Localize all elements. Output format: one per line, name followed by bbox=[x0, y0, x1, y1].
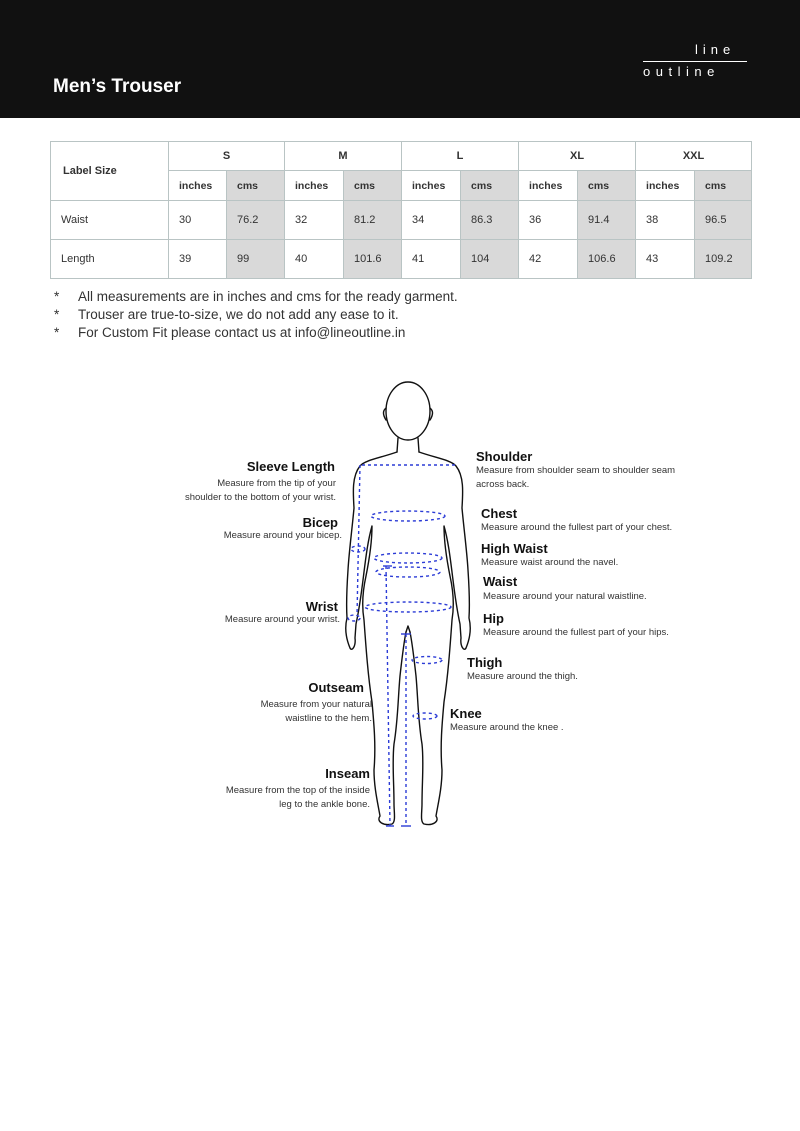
desc-line: shoulder to the bottom of your wrist. bbox=[184, 492, 336, 503]
table-cell: 91.4 bbox=[578, 201, 636, 240]
shoulder-title: Shoulder bbox=[476, 449, 533, 464]
table-cell: 96.5 bbox=[695, 201, 752, 240]
hip-desc: Measure around the fullest part of your hips. bbox=[483, 627, 669, 638]
bullet-star: * bbox=[54, 289, 60, 304]
bicep-title: Bicep bbox=[302, 515, 338, 530]
unit-inches: inches bbox=[636, 171, 695, 201]
note-item bbox=[54, 324, 458, 342]
body-outline bbox=[346, 382, 470, 825]
bullet-star: * bbox=[54, 307, 60, 322]
page-title: Men’s Trouser bbox=[53, 76, 182, 97]
size-header-s: S bbox=[169, 142, 285, 171]
unit-cms: cms bbox=[461, 171, 519, 201]
body-right-contour bbox=[410, 452, 470, 825]
unit-inches: inches bbox=[402, 171, 461, 201]
desc-line: across back. bbox=[476, 479, 530, 490]
note-text: For Custom Fit please contact us at info@lineoutline.in bbox=[78, 325, 406, 340]
row-label: Waist bbox=[51, 201, 169, 240]
body-figure-illustration bbox=[0, 380, 800, 840]
knee-desc: Measure around the knee . bbox=[450, 722, 564, 733]
unit-cms: cms bbox=[695, 171, 752, 201]
sleeve-length-desc bbox=[150, 477, 336, 505]
bullet-star: * bbox=[54, 325, 60, 340]
table-cell: 109.2 bbox=[695, 240, 752, 279]
unit-inches: inches bbox=[169, 171, 227, 201]
waist-title: Waist bbox=[483, 574, 518, 589]
table-cell: 101.6 bbox=[344, 240, 402, 279]
desc-line: leg to the ankle bone. bbox=[279, 799, 370, 810]
sleeve-guide bbox=[357, 465, 360, 616]
table-cell: 34 bbox=[402, 201, 461, 240]
table-cell: 106.6 bbox=[578, 240, 636, 279]
note-item bbox=[54, 288, 458, 306]
size-header-xxl: XXL bbox=[636, 142, 752, 171]
bicep-desc: Measure around your bicep. bbox=[223, 530, 342, 541]
wrist-guide bbox=[348, 615, 360, 621]
table-cell: 43 bbox=[636, 240, 695, 279]
chest-title: Chest bbox=[481, 506, 518, 521]
measurement-guide bbox=[0, 380, 800, 840]
high-waist-desc: Measure waist around the navel. bbox=[481, 557, 619, 568]
size-header-xl: XL bbox=[519, 142, 636, 171]
outseam-title: Outseam bbox=[308, 680, 364, 695]
brand-logo-line: line bbox=[695, 42, 736, 57]
head-shape bbox=[386, 382, 430, 440]
unit-cms: cms bbox=[227, 171, 285, 201]
table-cell: 99 bbox=[227, 240, 285, 279]
wrist-desc: Measure around your wrist. bbox=[224, 614, 340, 625]
brand-logo-outline: outline bbox=[643, 64, 720, 79]
row-label: Length bbox=[51, 240, 169, 279]
size-header-m: M bbox=[285, 142, 402, 171]
table-cell: 32 bbox=[285, 201, 344, 240]
table-cell: 104 bbox=[461, 240, 519, 279]
table-cell: 41 bbox=[402, 240, 461, 279]
size-chart-table bbox=[50, 141, 752, 279]
note-text: All measurements are in inches and cms for the ready garment. bbox=[78, 289, 458, 304]
inseam-title: Inseam bbox=[325, 766, 370, 781]
brand-logo-divider bbox=[643, 61, 747, 62]
desc-line: Measure from the tip of your bbox=[217, 478, 336, 489]
thigh-guide bbox=[412, 657, 442, 664]
size-header-l: L bbox=[402, 142, 519, 171]
thigh-title: Thigh bbox=[467, 655, 503, 670]
table-row-waist bbox=[51, 201, 752, 240]
desc-line: Measure from your natural bbox=[260, 699, 372, 710]
table-cell: 86.3 bbox=[461, 201, 519, 240]
chest-desc: Measure around the fullest part of your chest. bbox=[481, 522, 673, 533]
unit-cms: cms bbox=[578, 171, 636, 201]
label-size-header: Label Size bbox=[51, 142, 169, 201]
inseam-desc bbox=[200, 784, 370, 812]
chest-guide bbox=[371, 511, 445, 521]
notes-list bbox=[54, 288, 458, 342]
desc-line: waistline to the hem. bbox=[285, 713, 372, 724]
table-cell: 38 bbox=[636, 201, 695, 240]
crotch-line bbox=[406, 626, 410, 632]
hip-title: Hip bbox=[483, 611, 504, 626]
unit-inches: inches bbox=[285, 171, 344, 201]
sleeve-length-title: Sleeve Length bbox=[246, 459, 335, 474]
hip-guide bbox=[365, 602, 451, 612]
desc-line: Measure from the top of the inside bbox=[225, 785, 370, 796]
guide-ticks bbox=[383, 566, 411, 826]
table-cell: 30 bbox=[169, 201, 227, 240]
knee-guide bbox=[413, 713, 437, 719]
desc-line: Measure from shoulder seam to shoulder seam bbox=[476, 465, 676, 476]
shoulder-desc bbox=[476, 464, 716, 492]
table-cell: 76.2 bbox=[227, 201, 285, 240]
table-cell: 81.2 bbox=[344, 201, 402, 240]
outseam-guide bbox=[386, 566, 390, 826]
note-text: Trouser are true-to-size, we do not add any ease to it. bbox=[78, 307, 399, 322]
table-cell: 39 bbox=[169, 240, 227, 279]
header-bar bbox=[0, 0, 800, 118]
note-item bbox=[54, 306, 458, 324]
outseam-desc bbox=[220, 698, 372, 726]
thigh-desc: Measure around the thigh. bbox=[467, 671, 578, 682]
high-waist-title: High Waist bbox=[481, 541, 548, 556]
waist-desc: Measure around your natural waistline. bbox=[483, 591, 647, 602]
unit-cms: cms bbox=[344, 171, 402, 201]
table-cell: 36 bbox=[519, 201, 578, 240]
table-cell: 42 bbox=[519, 240, 578, 279]
unit-inches: inches bbox=[519, 171, 578, 201]
table-cell: 40 bbox=[285, 240, 344, 279]
wrist-title: Wrist bbox=[305, 599, 338, 614]
knee-title: Knee bbox=[450, 706, 482, 721]
table-row-length bbox=[51, 240, 752, 279]
highwaist-guide bbox=[374, 553, 442, 563]
